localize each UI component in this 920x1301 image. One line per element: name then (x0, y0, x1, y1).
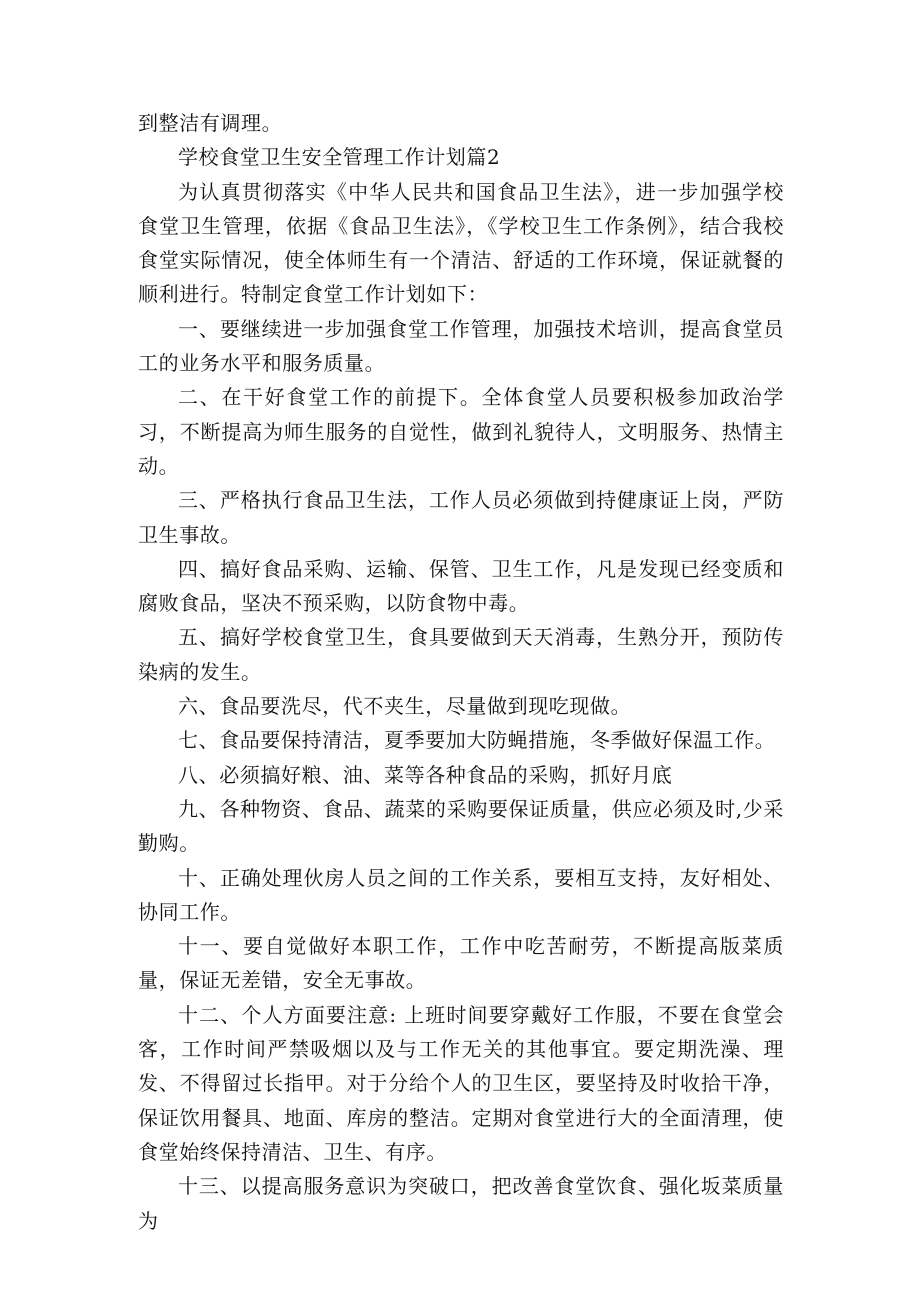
paragraph-item-8: 八、必须搞好粮、油、菜等各种食品的采购，抓好月底 (178, 762, 673, 787)
paragraph-item-6: 六、食品要洗尽，代不夹生，尽量做到现吃现做。 (178, 694, 632, 719)
paragraph-item-4: 四、搞好食品采购、运输、保管、卫生工作，凡是发现已经变质和腐败食品，坚决不预采购，以防食物中毒。 (138, 556, 784, 616)
paragraph-item-11: 十一、要自觉做好本职工作，工作中吃苦耐劳，不断提高版菜质量，保证无差错，安全无事故。 (138, 934, 784, 993)
section-title: 学校食堂卫生安全管理工作计划篇2 (178, 145, 501, 170)
paragraph-item-10: 十、正确处理伙房人员之间的工作关系，要相互支持，友好相处、协同工作。 (138, 865, 784, 924)
paragraph-intro: 为认真贯彻落实《中华人民共和国食品卫生法》，进一步加强学校食堂卫生管理，依据《食品卫生法》，《学校卫生工作条例》，结合我校食堂实际情况，使全体师生有一个清洁、舒适的工作环境，保证就餐的顺利进行。特制定食堂工作计划如下： (138, 179, 784, 307)
document-body (138, 106, 784, 1238)
paragraph-item-13: 十三、以提高服务意识为突破口，把改善食堂饮食、强化坂菜质量为 (138, 1174, 784, 1233)
paragraph-item-7: 七、食品要保持清洁，夏季要加大防蝇措施，冬季做好保温工作。 (178, 728, 776, 753)
paragraph-item-2: 二、在干好食堂工作的前提下。全体食堂人员要积极参加政治学习，不断提高为师生服务的自觉性，做到礼貌待人，文明服务、热情主动。 (138, 385, 784, 478)
paragraph-item-9: 九、各种物资、食品、蔬菜的采购要保证质量，供应必须及时,少采勤购。 (138, 796, 784, 856)
paragraph-item-5: 五、搞好学校食堂卫生，食具要做到天天消毒，生熟分开，预防传染病的发生。 (138, 625, 784, 684)
paragraph-item-12: 十二、个人方面要注意: 上班时间要穿戴好工作服，不要在食堂会客，工作时间严禁吸烟以及与工作无关的其他事宜。要定期洗澡、理发、不得留过长指甲。对于分给个人的卫生区，要坚持及时收拾干净，保证饮用餐具、地面、库房的整洁。定期对食堂进行大的全面清理，使食堂始终保持清洁、卫生、有序。 (138, 1002, 784, 1164)
paragraph-continuation: 到整洁有调理。 (138, 111, 283, 135)
paragraph-item-1: 一、要继续进一步加强食堂工作管理，加强技术培训，提高食堂员工的业务水平和服务质量。 (138, 316, 784, 376)
paragraph-item-3: 三、严格执行食品卫生法，工作人员必须做到持健康证上岗，严防卫生事故。 (138, 488, 784, 547)
